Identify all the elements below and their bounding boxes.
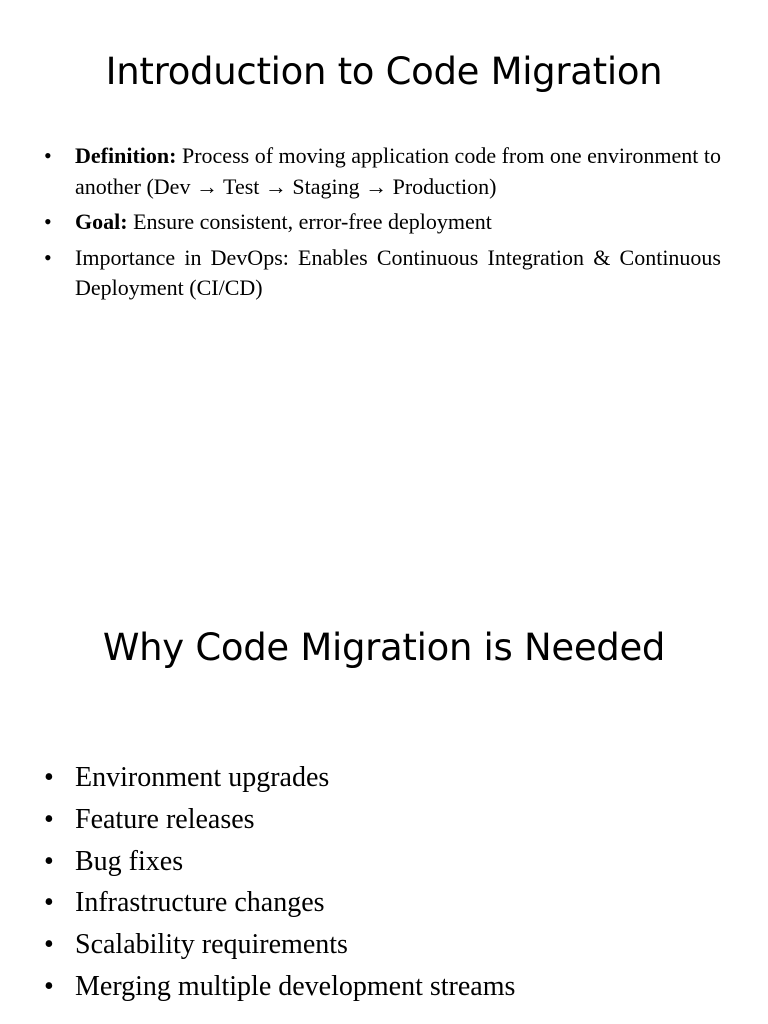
- bullet-text: Ensure consistent, error-free deployment: [127, 209, 492, 234]
- slide-title: Why Code Migration is Needed: [102, 626, 666, 669]
- bullet-icon: •: [44, 244, 52, 270]
- list-item: [0, 924, 721, 966]
- bullet-text: Scalability requirements: [75, 929, 348, 961]
- list-item: [0, 799, 721, 841]
- bullet-list: [0, 141, 721, 309]
- list-item: [0, 966, 721, 1008]
- bullet-item-importance: [0, 243, 721, 304]
- list-item: [0, 882, 721, 924]
- bullet-icon: •: [44, 845, 54, 877]
- bullet-text: Feature releases: [75, 803, 255, 835]
- bullet-item-definition: [0, 141, 721, 202]
- bullet-icon: •: [44, 803, 54, 835]
- bullet-text: Bug fixes: [75, 845, 184, 877]
- bullet-text: Environment upgrades: [75, 762, 330, 793]
- bullet-icon: •: [44, 143, 52, 168]
- list-item: [0, 841, 721, 883]
- bullet-label: Goal:: [75, 209, 128, 234]
- bullet-icon: •: [44, 209, 52, 234]
- slide-title: Introduction to Code Migration: [105, 50, 663, 93]
- bullet-text: Importance in DevOps: Enables Continuous Integration & Continuous Deployment (CI/CD): [75, 244, 721, 300]
- bullet-label: Definition:: [75, 143, 177, 168]
- bullet-icon: •: [44, 762, 54, 793]
- bullet-list: [0, 757, 721, 1008]
- slide-why-needed: [0, 576, 768, 1024]
- bullet-icon: •: [44, 929, 54, 961]
- list-item: [0, 757, 721, 799]
- bullet-text: Process of moving application code from one environment to another (Dev → Test → Staging → Production): [75, 143, 721, 199]
- bullet-icon: •: [44, 887, 54, 919]
- bullet-text: Merging multiple development streams: [75, 970, 516, 1002]
- bullet-item-goal: [0, 207, 721, 238]
- bullet-icon: •: [44, 970, 54, 1002]
- bullet-text: Infrastructure changes: [75, 887, 325, 919]
